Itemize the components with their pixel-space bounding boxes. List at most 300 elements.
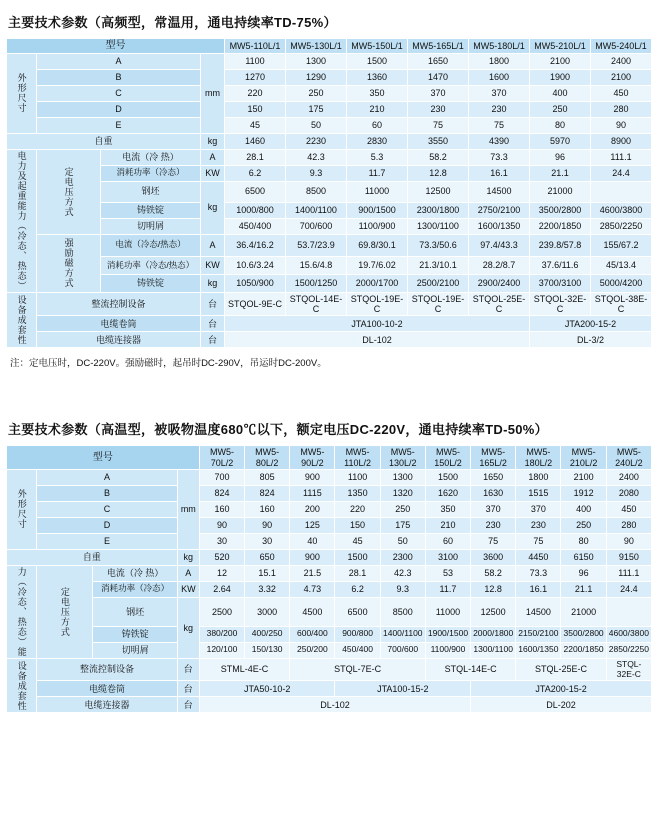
cell: STQL-7E-C <box>290 658 426 681</box>
cell: 1460 <box>225 133 286 149</box>
cell: 1620 <box>425 485 470 501</box>
row-label: 电流（冷态/热态） <box>101 234 201 257</box>
cell: 1900 <box>530 69 591 85</box>
row-label: 电流（冷 热） <box>101 149 201 165</box>
model-cell: MW5-240L/2 <box>606 446 651 470</box>
cell: 1350 <box>335 485 380 501</box>
cell: 21.1 <box>530 165 591 181</box>
table-row <box>7 658 652 681</box>
row-unit: KW <box>201 257 225 275</box>
group-forced: 强励磁方式 <box>37 234 101 292</box>
cell: 58.2 <box>471 565 516 581</box>
cell: 900/1500 <box>347 202 408 218</box>
cell: 350 <box>425 501 470 517</box>
cell: 6.2 <box>225 165 286 181</box>
cell: STQOL-19E-C <box>408 292 469 316</box>
row-label: 电流（冷 热） <box>93 565 177 581</box>
table-row <box>7 274 652 292</box>
cell: STQL-25E-C <box>516 658 606 681</box>
cell: 250 <box>561 517 606 533</box>
cell: 4500 <box>290 597 335 626</box>
cell: 2750/2100 <box>469 202 530 218</box>
cell: 11.7 <box>347 165 408 181</box>
cell: 42.3 <box>380 565 425 581</box>
cell: 160 <box>245 501 290 517</box>
table-row <box>7 626 652 642</box>
table-row <box>7 234 652 257</box>
model-cell: MW5-150L/2 <box>425 446 470 470</box>
cell: 700 <box>199 469 244 485</box>
cell: JTA50-10-2 <box>199 681 335 697</box>
cell: 400 <box>530 85 591 101</box>
row-label: 电缆卷筒 <box>37 681 178 697</box>
cell: 1050/900 <box>225 274 286 292</box>
row-label: A <box>37 53 201 69</box>
cell: 2850/2250 <box>591 218 652 234</box>
cell <box>591 181 652 202</box>
cell: DL-102 <box>199 697 470 713</box>
cell: 650 <box>245 549 290 565</box>
cell: 75 <box>408 117 469 133</box>
cell: 230 <box>408 101 469 117</box>
cell: 30 <box>245 533 290 549</box>
row-label: E <box>37 533 178 549</box>
cell: 11000 <box>347 181 408 202</box>
table-row <box>7 501 652 517</box>
cell: 4390 <box>469 133 530 149</box>
table-row <box>7 218 652 234</box>
cell: 53 <box>425 565 470 581</box>
cell: 73.3 <box>469 149 530 165</box>
cell: 1100/900 <box>425 642 470 658</box>
cell: JTA100-10-2 <box>225 316 530 332</box>
cell: 21.3/10.1 <box>408 257 469 275</box>
cell: 600/400 <box>290 626 335 642</box>
model-cell: MW5-210L/1 <box>530 39 591 54</box>
cell: 28.1 <box>225 149 286 165</box>
cell: 45/13.4 <box>591 257 652 275</box>
row-label: C <box>37 85 201 101</box>
table-row <box>7 681 652 697</box>
cell: DL-3/2 <box>530 332 652 348</box>
cell: STQOL-14E-C <box>286 292 347 316</box>
cell: 6500 <box>335 597 380 626</box>
cell: 6.2 <box>335 581 380 597</box>
cell: 14500 <box>469 181 530 202</box>
cell: 210 <box>425 517 470 533</box>
cell: 60 <box>347 117 408 133</box>
model-cell: MW5-210L/2 <box>561 446 606 470</box>
section1-note: 注：定电压时，DC-220V。强励磁时，起吊时DC-290V，吊运时DC-200V。 <box>10 358 327 370</box>
cell: 1115 <box>290 485 335 501</box>
section1-table <box>6 38 652 348</box>
model-cell: MW5-150L/1 <box>347 39 408 54</box>
cell: 1360 <box>347 69 408 85</box>
row-unit: mm <box>201 53 225 133</box>
cell: 73.3 <box>516 565 561 581</box>
cell: 2.64 <box>199 581 244 597</box>
cell: 24.4 <box>606 581 651 597</box>
cell: JTA200-15-2 <box>530 316 652 332</box>
cell: 42.3 <box>286 149 347 165</box>
cell: 15.1 <box>245 565 290 581</box>
cell: 21.1 <box>561 581 606 597</box>
cell: 12.8 <box>408 165 469 181</box>
section2-table <box>6 445 652 713</box>
cell: 155/67.2 <box>591 234 652 257</box>
cell: 520 <box>199 549 244 565</box>
table-row <box>7 549 652 565</box>
cell: 96 <box>561 565 606 581</box>
cell: 2200/1850 <box>561 642 606 658</box>
cell: 1900/1500 <box>425 626 470 642</box>
cell: 11.7 <box>425 581 470 597</box>
cell: 90 <box>591 117 652 133</box>
cell: 3500/2800 <box>530 202 591 218</box>
cell: 175 <box>286 101 347 117</box>
cell: 2400 <box>606 469 651 485</box>
cell: 111.1 <box>606 565 651 581</box>
table-row <box>7 533 652 549</box>
cell: 75 <box>471 533 516 549</box>
table-row <box>7 292 652 316</box>
cell: 2080 <box>606 485 651 501</box>
model-header: 型号 <box>7 39 225 54</box>
cell: 230 <box>471 517 516 533</box>
cell: 1500/1250 <box>286 274 347 292</box>
cell: DL-202 <box>471 697 652 713</box>
cell: 160 <box>199 501 244 517</box>
cell: 220 <box>225 85 286 101</box>
table-row <box>7 85 652 101</box>
cell: 370 <box>516 501 561 517</box>
model-cell: MW5-70L/2 <box>199 446 244 470</box>
cell: 75 <box>516 533 561 549</box>
model-cell: MW5-130L/2 <box>380 446 425 470</box>
cell: 80 <box>530 117 591 133</box>
cell: 900/800 <box>335 626 380 642</box>
table-row <box>7 316 652 332</box>
row-label: 铸铁锭 <box>101 274 201 292</box>
table-row <box>7 697 652 713</box>
row-label: 电缆连接器 <box>37 332 201 348</box>
cell: 2100 <box>530 53 591 69</box>
cell: 700/600 <box>380 642 425 658</box>
cell: 3100 <box>425 549 470 565</box>
cell: 1470 <box>408 69 469 85</box>
table-row <box>7 149 652 165</box>
cell: 2300/1800 <box>408 202 469 218</box>
model-cell: MW5-80L/2 <box>245 446 290 470</box>
section2-title: 主要技术参数（高温型，被吸物温度680℃以下，额定电压DC-220V，通电持续率TD-50%） <box>8 422 548 438</box>
cell: 1800 <box>516 469 561 485</box>
cell: 21000 <box>561 597 606 626</box>
cell: 1800 <box>469 53 530 69</box>
table-row <box>7 485 652 501</box>
cell: 2850/2250 <box>606 642 651 658</box>
table-row <box>7 257 652 275</box>
cell: 250 <box>380 501 425 517</box>
cell: 1515 <box>516 485 561 501</box>
group-power: 力（冷态、热态）能 <box>7 565 37 658</box>
row-label: C <box>37 501 178 517</box>
row-label: E <box>37 117 201 133</box>
cell: 1630 <box>471 485 516 501</box>
row-label: 自重 <box>7 549 178 565</box>
row-label: 钢坯 <box>93 597 177 626</box>
cell: 97.4/43.3 <box>469 234 530 257</box>
model-cell: MW5-90L/2 <box>290 446 335 470</box>
cell: 1100 <box>225 53 286 69</box>
cell: 6150 <box>561 549 606 565</box>
row-unit: kg <box>201 181 225 234</box>
cell: 80 <box>561 533 606 549</box>
row-label: 电缆连接器 <box>37 697 178 713</box>
row-label: B <box>37 69 201 85</box>
cell: 125 <box>290 517 335 533</box>
table-row <box>7 565 652 581</box>
table-row <box>7 597 652 626</box>
cell: 28.2/8.7 <box>469 257 530 275</box>
cell: 75 <box>469 117 530 133</box>
cell: 1500 <box>347 53 408 69</box>
cell: 58.2 <box>408 149 469 165</box>
table-row <box>7 202 652 218</box>
cell: 150 <box>335 517 380 533</box>
cell: 2200/1850 <box>530 218 591 234</box>
cell: 8500 <box>380 597 425 626</box>
cell: 450/400 <box>335 642 380 658</box>
cell: 16.1 <box>469 165 530 181</box>
row-label: 消耗功率（冷态） <box>93 581 177 597</box>
cell: 9150 <box>606 549 651 565</box>
row-unit: 台 <box>177 658 199 681</box>
cell: 12 <box>199 565 244 581</box>
cell: 1270 <box>225 69 286 85</box>
cell: 15.6/4.8 <box>286 257 347 275</box>
cell: 1912 <box>561 485 606 501</box>
model-cell: MW5-110L/1 <box>225 39 286 54</box>
table-row <box>7 101 652 117</box>
cell: 10.6/3.24 <box>225 257 286 275</box>
row-label: 铸铁锭 <box>101 202 201 218</box>
cell: 11000 <box>425 597 470 626</box>
cell: 250 <box>530 101 591 117</box>
cell: 2500 <box>199 597 244 626</box>
cell: 400/250 <box>245 626 290 642</box>
cell: STQOL-32E-C <box>530 292 591 316</box>
cell: 1650 <box>471 469 516 485</box>
cell: 1600/1350 <box>516 642 561 658</box>
cell: 6500 <box>225 181 286 202</box>
row-unit: mm <box>177 469 199 549</box>
cell: 2300 <box>380 549 425 565</box>
model-cell: MW5-165L/1 <box>408 39 469 54</box>
cell: STQOL-38E-C <box>591 292 652 316</box>
cell: 3600 <box>471 549 516 565</box>
cell: 250/200 <box>290 642 335 658</box>
cell: 370 <box>408 85 469 101</box>
cell: 5.3 <box>347 149 408 165</box>
cell: 175 <box>380 517 425 533</box>
cell: 1300 <box>380 469 425 485</box>
cell: 370 <box>471 501 516 517</box>
row-unit: KW <box>201 165 225 181</box>
cell: 69.8/30.1 <box>347 234 408 257</box>
cell: 400 <box>561 501 606 517</box>
cell: 73.3/50.6 <box>408 234 469 257</box>
cell: 1300/1100 <box>408 218 469 234</box>
row-label: B <box>37 485 178 501</box>
cell: 2900/2400 <box>469 274 530 292</box>
group-accessories: 设备成套性 <box>7 292 37 348</box>
row-unit: kg <box>201 133 225 149</box>
cell: 90 <box>245 517 290 533</box>
cell: 200 <box>290 501 335 517</box>
model-cell: MW5-130L/1 <box>286 39 347 54</box>
cell: 824 <box>245 485 290 501</box>
row-unit: A <box>201 149 225 165</box>
cell: 1650 <box>408 53 469 69</box>
cell: 50 <box>380 533 425 549</box>
row-label: A <box>37 469 178 485</box>
row-unit: 台 <box>177 681 199 697</box>
model-cell: MW5-180L/2 <box>516 446 561 470</box>
section1-title: 主要技术参数（高频型，常温用，通电持续率TD-75%） <box>8 15 337 30</box>
cell: 5970 <box>530 133 591 149</box>
cell: STQOL-25E-C <box>469 292 530 316</box>
cell: 1400/1100 <box>286 202 347 218</box>
model-cell: MW5-165L/2 <box>471 446 516 470</box>
cell: 230 <box>469 101 530 117</box>
cell: 1600 <box>469 69 530 85</box>
cell: 150/130 <box>245 642 290 658</box>
cell: 2500/2100 <box>408 274 469 292</box>
table-row <box>7 165 652 181</box>
cell: 45 <box>335 533 380 549</box>
cell: 900 <box>290 469 335 485</box>
cell: 2230 <box>286 133 347 149</box>
cell: 230 <box>516 517 561 533</box>
cell: 96 <box>530 149 591 165</box>
cell: 450/400 <box>225 218 286 234</box>
table-row <box>7 642 652 658</box>
table-row <box>7 181 652 202</box>
row-label: 铸铁锭 <box>93 626 177 642</box>
row-label: 消耗功率（冷态） <box>101 165 201 181</box>
row-label: D <box>37 517 178 533</box>
cell: 3.32 <box>245 581 290 597</box>
cell: DL-102 <box>225 332 530 348</box>
cell: 2100 <box>591 69 652 85</box>
table-row <box>7 117 652 133</box>
cell: STQL-32E-C <box>606 658 651 681</box>
row-unit: A <box>201 234 225 257</box>
model-cell: MW5-240L/1 <box>591 39 652 54</box>
cell: 250 <box>286 85 347 101</box>
cell: 1500 <box>425 469 470 485</box>
section-gap <box>6 369 652 415</box>
cell: 1320 <box>380 485 425 501</box>
cell: 2400 <box>591 53 652 69</box>
cell: 21.5 <box>290 565 335 581</box>
cell: 28.1 <box>335 565 380 581</box>
group-power: 电力及起重能力（冷态、热态） <box>7 149 37 292</box>
group-dimensions: 外形尺寸 <box>7 469 37 549</box>
cell: 4600/3800 <box>591 202 652 218</box>
row-label: 切明屑 <box>101 218 201 234</box>
cell: 1300 <box>286 53 347 69</box>
group-accessories: 设备成套性 <box>7 658 37 713</box>
row-unit: kg <box>201 274 225 292</box>
cell: 8900 <box>591 133 652 149</box>
cell: 4600/3800 <box>606 626 651 642</box>
cell: 60 <box>425 533 470 549</box>
row-unit: kg <box>177 597 199 658</box>
cell: 280 <box>591 101 652 117</box>
cell: 380/200 <box>199 626 244 642</box>
cell: 1300/1100 <box>471 642 516 658</box>
cell: 370 <box>469 85 530 101</box>
cell: 12500 <box>408 181 469 202</box>
cell: 150 <box>225 101 286 117</box>
cell: 1600/1350 <box>469 218 530 234</box>
cell: 3500/2800 <box>561 626 606 642</box>
model-cell: MW5-180L/1 <box>469 39 530 54</box>
cell: 450 <box>591 85 652 101</box>
cell: 37.6/11.6 <box>530 257 591 275</box>
cell: 3700/3100 <box>530 274 591 292</box>
cell: 21000 <box>530 181 591 202</box>
model-header: 型号 <box>7 446 200 470</box>
cell <box>606 597 651 626</box>
cell: 280 <box>606 517 651 533</box>
row-unit: kg <box>177 549 199 565</box>
group-rated: 定电压方式 <box>37 149 101 234</box>
cell: 900 <box>290 549 335 565</box>
cell: JTA200-15-2 <box>471 681 652 697</box>
table-row <box>7 517 652 533</box>
cell: 210 <box>347 101 408 117</box>
row-unit: KW <box>177 581 199 597</box>
cell: 3000 <box>245 597 290 626</box>
cell: 36.4/16.2 <box>225 234 286 257</box>
cell: 12500 <box>471 597 516 626</box>
table-row <box>7 332 652 348</box>
cell: 45 <box>225 117 286 133</box>
cell: 40 <box>290 533 335 549</box>
cell: 90 <box>199 517 244 533</box>
cell: 824 <box>199 485 244 501</box>
cell: 111.1 <box>591 149 652 165</box>
group-rated: 定电压方式 <box>37 565 93 658</box>
cell: 24.4 <box>591 165 652 181</box>
table-row <box>7 133 652 149</box>
row-unit: 台 <box>201 292 225 316</box>
cell: 220 <box>335 501 380 517</box>
table-row <box>7 69 652 85</box>
cell: 2100 <box>561 469 606 485</box>
cell: 4450 <box>516 549 561 565</box>
model-cell: MW5-110L/2 <box>335 446 380 470</box>
cell: 2000/1800 <box>471 626 516 642</box>
table-row <box>7 581 652 597</box>
row-label: 整流控制设备 <box>37 658 178 681</box>
row-label: 整流控制设备 <box>37 292 201 316</box>
cell: 30 <box>199 533 244 549</box>
cell: 9.3 <box>380 581 425 597</box>
cell: 14500 <box>516 597 561 626</box>
